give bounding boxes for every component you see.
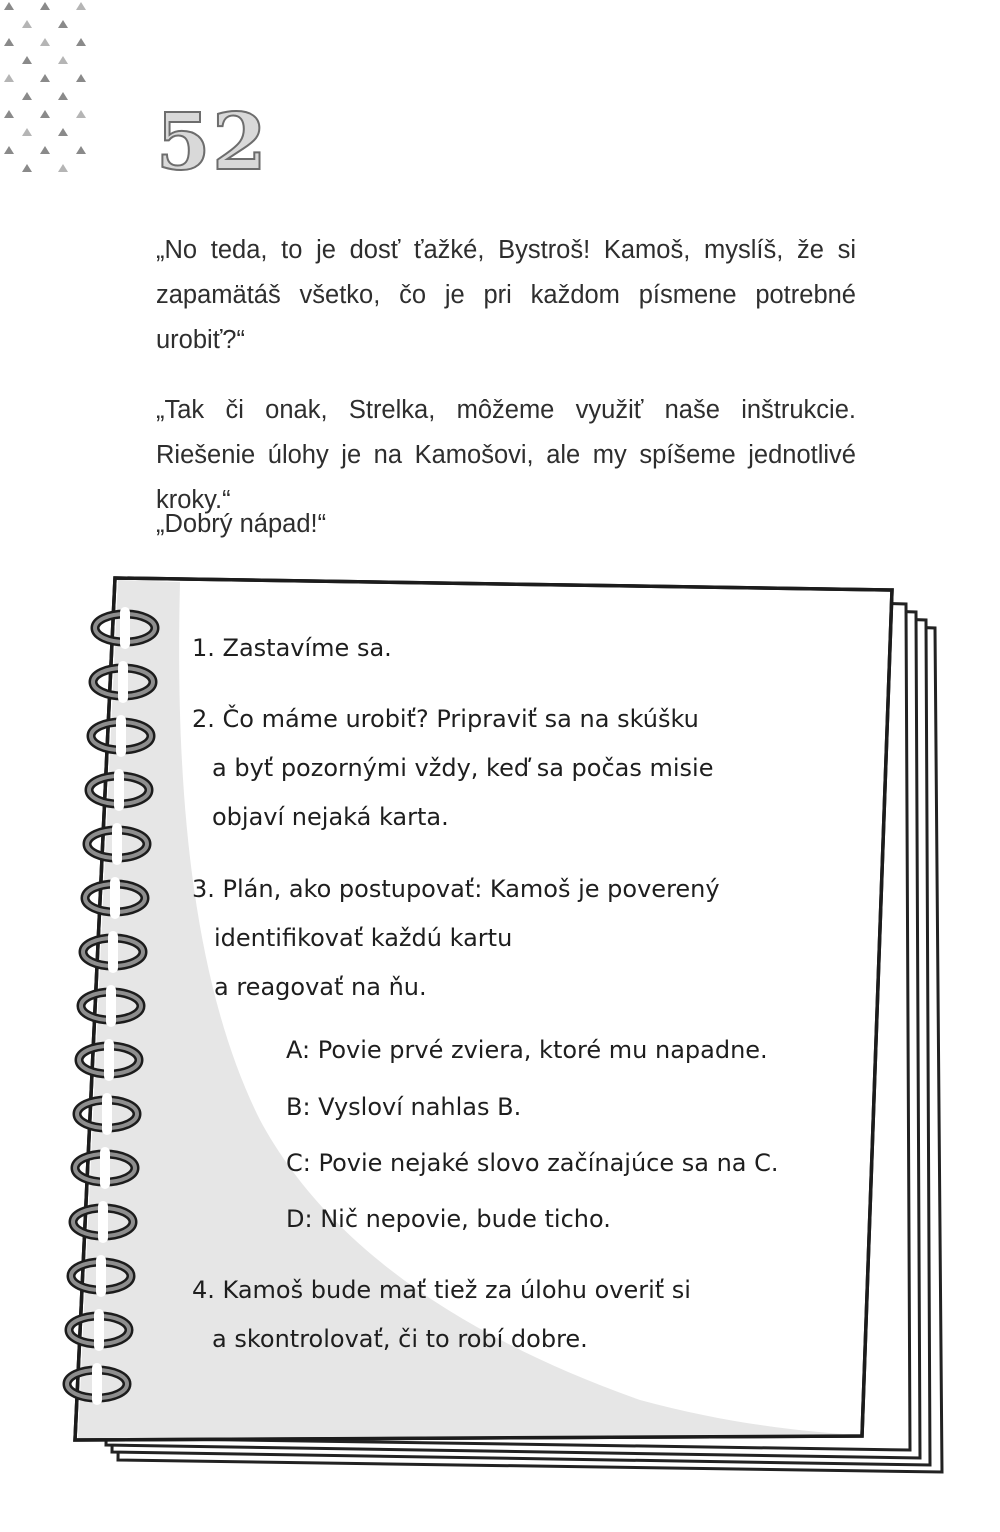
paragraph-2: „Tak či onak, Strelka, môžeme využiť naše inštrukcie. Riešenie úlohy je na Kamošovi, ale my spíšeme jednotlivé kroky.“: [156, 396, 856, 514]
note-step-2-line-3: objaví nejaká karta.: [212, 803, 449, 831]
triangle-pattern-decoration: [0, 0, 100, 190]
paragraph-1: „No teda, to je dosť ťažké, Bystroš! Kamoš, myslíš, že si zapamätáš všetko, čo je pri každom písmene potrebné urobiť?“: [156, 236, 856, 354]
note-option-c: C: Povie nejaké slovo začínajúce sa na C.: [286, 1149, 779, 1177]
note-step-4-line-2: a skontrolovať, či to robí dobre.: [212, 1325, 588, 1353]
note-option-d: D: Nič nepovie, bude ticho.: [286, 1205, 611, 1233]
note-step-1: 1. Zastavíme sa.: [192, 634, 392, 662]
note-step-3-line-3: a reagovať na ňu.: [214, 973, 427, 1001]
note-step-3-line-2: identifikovať každú kartu: [214, 924, 513, 952]
note-option-b: B: Vysloví nahlas B.: [286, 1093, 522, 1121]
note-step-2-line-2: a byť pozornými vždy, keď sa počas misie: [212, 754, 714, 782]
page-number: 52: [156, 97, 269, 188]
note-step-2-line-1: 2. Čo máme urobiť? Pripraviť sa na skúšku: [192, 705, 699, 733]
note-step-4-line-1: 4. Kamoš bude mať tiež za úlohu overiť si: [192, 1276, 691, 1304]
note-option-a: A: Povie prvé zviera, ktoré mu napadne.: [286, 1036, 768, 1064]
note-step-3-line-1: 3. Plán, ako postupovať: Kamoš je poverený: [192, 875, 720, 903]
spiral-notebook-illustration: [0, 560, 1000, 1500]
paragraph-3: „Dobrý nápad!“: [156, 510, 327, 538]
